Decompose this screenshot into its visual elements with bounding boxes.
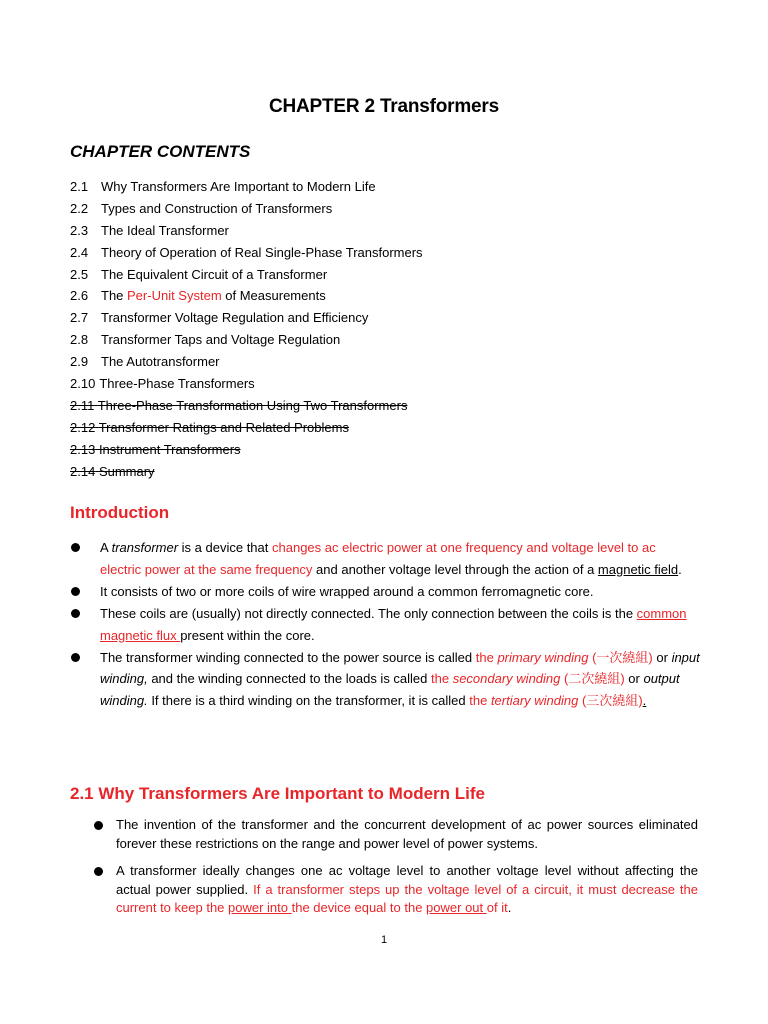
- toc-item: 2.4 Theory of Operation of Real Single-Phase Transformers: [70, 244, 423, 260]
- toc-item: 2.2 Types and Construction of Transformers: [70, 200, 333, 216]
- list-item: It consists of two or more coils of wire wrapped around a common ferromagnetic core.: [70, 581, 700, 603]
- toc-item: 2.9 The Autotransformer: [70, 354, 220, 370]
- introduction-list: [70, 537, 700, 712]
- page-number: 1: [380, 934, 388, 946]
- list-item: These coils are (usually) not directly connected. The only connection between the coils is the common magnetic flux present within the core.: [70, 603, 700, 647]
- list-item: The invention of the transformer and the concurrent development of ac power sources eliminated forever these restrictions on the range and power level of power systems.: [94, 816, 698, 853]
- toc-item-struck: 2.12 Transformer Ratings and Related Problems: [70, 419, 349, 435]
- table-of-contents: [70, 176, 423, 482]
- contents-heading: CHAPTER CONTENTS: [70, 142, 251, 161]
- list-item: A transformer ideally changes one ac voltage level to another voltage level without affecting the actual power supplied. If a transformer steps up the voltage level of a circuit, it must decrease the current to keep the power into the device equal to the power out of it.: [94, 862, 698, 918]
- chapter-title: CHAPTER 2 Transformers: [268, 96, 499, 117]
- section-2-1-heading: 2.1 Why Transformers Are Important to Modern Life: [70, 784, 485, 803]
- toc-item-struck: 2.14 Summary: [70, 463, 155, 479]
- toc-item: 2.10 Three-Phase Transformers: [70, 376, 255, 392]
- toc-item: 2.7 Transformer Voltage Regulation and Efficiency: [70, 310, 369, 326]
- list-item: A transformer is a device that changes ac electric power at one frequency and voltage level to ac electric power at the same frequency and another voltage level through the action of a magnetic field.: [70, 537, 700, 581]
- toc-item: 2.1 Why Transformers Are Important to Modern Life: [70, 179, 376, 194]
- introduction-heading: Introduction: [70, 503, 170, 522]
- list-item: The transformer winding connected to the power source is called the primary winding (一次繞組) or input winding, and the winding connected to the loads is called the secondary winding (二次繞組) or output winding. If there is a third winding on the transformer, it is called the tertiary winding (三次繞組).: [70, 647, 700, 713]
- toc-item: 2.6 The Per-Unit System of Measurements: [70, 288, 326, 304]
- bullet-icon: [71, 653, 80, 662]
- per-unit-system-highlight: Per-Unit System: [127, 288, 222, 304]
- toc-item: 2.8 Transformer Taps and Voltage Regulation: [70, 332, 341, 348]
- bullet-icon: [71, 587, 80, 596]
- bullet-icon: [94, 821, 103, 830]
- toc-item: 2.5 The Equivalent Circuit of a Transformer: [70, 266, 328, 282]
- bullet-icon: [94, 867, 103, 876]
- toc-item-struck: 2.11 Three-Phase Transformation Using Two Transformers: [70, 397, 408, 413]
- toc-item: 2.3 The Ideal Transformer: [70, 222, 229, 238]
- bullet-icon: [71, 543, 80, 552]
- section-2-1-list: [94, 816, 698, 927]
- bullet-icon: [71, 609, 80, 618]
- toc-item-struck: 2.13 Instrument Transformers: [70, 441, 241, 457]
